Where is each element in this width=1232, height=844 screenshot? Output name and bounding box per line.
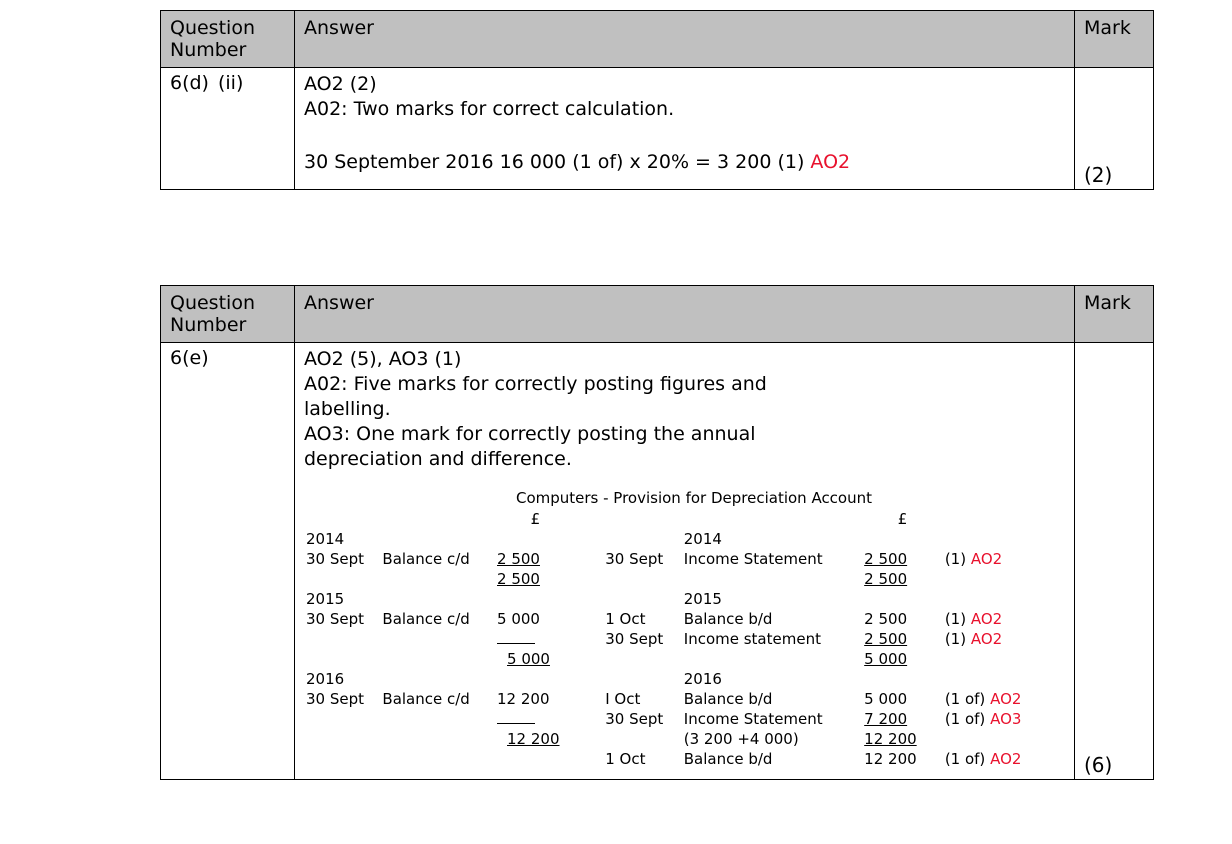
right-date xyxy=(603,669,682,689)
right-amount xyxy=(862,709,943,729)
calculation-line xyxy=(304,150,1066,175)
gap xyxy=(576,749,604,769)
gap xyxy=(576,589,604,609)
right-detail: (3 200 +4 000) xyxy=(683,730,799,748)
table-row xyxy=(161,343,1154,780)
right-date xyxy=(603,529,682,549)
spacer xyxy=(304,136,1066,150)
right-detail: 2014 xyxy=(683,530,722,548)
left-amount: 5 000 xyxy=(497,610,540,628)
ledger-row xyxy=(304,749,1049,769)
right-detail: Income Statement xyxy=(683,710,823,728)
header-mark: Mark xyxy=(1075,11,1154,68)
right-ao xyxy=(943,689,1049,709)
right-amount: 2 500 xyxy=(864,570,908,588)
left-amount: 2 500 xyxy=(497,550,540,568)
right-ao xyxy=(943,609,1049,629)
right-ao xyxy=(943,709,1049,729)
left-date: 2016 xyxy=(306,670,345,688)
question-number: 6(e) xyxy=(170,347,209,369)
calculation-text: 30 September 2016 16 000 (1 of) x 20% = 3 200 (1) xyxy=(304,151,805,173)
left-detail xyxy=(380,629,495,649)
left-amount: 12 200 xyxy=(507,730,560,748)
ledger-currency-row xyxy=(304,509,1049,529)
table-row xyxy=(161,68,1154,190)
mark-award: (1) xyxy=(944,550,967,568)
left-date: 30 Sept xyxy=(306,550,365,568)
left-detail xyxy=(380,569,495,589)
right-ao xyxy=(943,589,1049,609)
left-detail: Balance c/d xyxy=(382,550,470,568)
ao-tag: AO2 xyxy=(970,610,1003,628)
right-date: 30 Sept xyxy=(605,630,664,648)
right-amount-value: 2 500 xyxy=(864,550,908,568)
left-date xyxy=(304,629,380,649)
right-date: 30 Sept xyxy=(605,550,664,568)
ao-line: AO2 (5), AO3 (1) xyxy=(304,348,462,370)
rule-line xyxy=(497,712,535,724)
blank-cell xyxy=(380,509,495,529)
right-amount: 12 200 xyxy=(864,750,917,768)
right-amount: 5 000 xyxy=(864,650,908,668)
ao-tag: AO3 xyxy=(990,710,1022,728)
left-date xyxy=(304,649,380,669)
right-ao xyxy=(943,529,1049,549)
ledger-row xyxy=(304,569,1049,589)
left-date: 30 Sept xyxy=(306,610,365,628)
left-date xyxy=(304,729,380,749)
right-amount: 2 500 xyxy=(864,610,908,628)
question-6d-ii-table xyxy=(160,10,1154,190)
right-amount: 12 200 xyxy=(864,730,917,748)
mark-award: (1) xyxy=(944,610,967,628)
gap xyxy=(576,609,604,629)
left-detail xyxy=(380,649,495,669)
left-detail: Balance c/d xyxy=(382,610,470,628)
ao-tag: AO2 xyxy=(970,550,1003,568)
left-amount xyxy=(495,589,576,609)
left-amount: 12 200 xyxy=(497,690,550,708)
ao-line: AO2 (2) xyxy=(304,73,377,95)
right-detail: Balance b/d xyxy=(683,690,773,708)
right-amount-value: 7 200 xyxy=(864,710,908,728)
left-detail xyxy=(380,529,495,549)
left-date: 2014 xyxy=(306,530,345,548)
left-detail xyxy=(380,589,495,609)
left-date: 30 Sept xyxy=(306,690,365,708)
right-ao xyxy=(943,669,1049,689)
mark-award: (1 of) xyxy=(944,710,986,728)
header-answer: Answer xyxy=(295,286,1075,343)
ao-line: A02: Five marks for correctly posting figures and xyxy=(304,373,767,395)
right-date xyxy=(603,729,682,749)
right-date: 1 Oct xyxy=(605,610,646,628)
question-6e-table xyxy=(160,285,1154,780)
left-amount xyxy=(495,669,576,689)
ledger-row xyxy=(304,589,1049,609)
ledger-row xyxy=(304,669,1049,689)
ledger-row xyxy=(304,689,1049,709)
ledger-row xyxy=(304,629,1049,649)
right-ao xyxy=(943,749,1049,769)
right-detail: 2016 xyxy=(683,670,722,688)
right-detail xyxy=(682,569,862,589)
currency-left: £ xyxy=(530,510,541,528)
mark-total: (6) xyxy=(1084,753,1113,777)
gap xyxy=(576,689,604,709)
ledger-row xyxy=(304,649,1049,669)
left-date xyxy=(304,709,380,729)
gap xyxy=(576,729,604,749)
left-amount xyxy=(495,709,576,729)
right-amount xyxy=(862,629,943,649)
blank-cell xyxy=(682,509,862,529)
gap xyxy=(576,629,604,649)
right-date: 30 Sept xyxy=(605,710,664,728)
ao-line: labelling. xyxy=(304,398,391,420)
right-detail: 2015 xyxy=(683,590,722,608)
mark-award: (1 of) xyxy=(944,690,986,708)
header-question-number: Question Number xyxy=(161,11,295,68)
right-amount xyxy=(862,549,943,569)
right-amount: 5 000 xyxy=(864,690,908,708)
question-number-cell xyxy=(161,343,295,780)
right-date xyxy=(603,589,682,609)
left-amount: 2 500 xyxy=(497,570,540,588)
ao-tag: AO2 xyxy=(990,690,1022,708)
left-detail: Balance c/d xyxy=(382,690,470,708)
left-detail xyxy=(380,749,495,769)
right-date xyxy=(603,569,682,589)
gap xyxy=(576,649,604,669)
left-amount xyxy=(495,749,576,769)
right-ao xyxy=(943,729,1049,749)
blank-cell xyxy=(603,509,682,529)
mark-award: (1 of) xyxy=(944,750,986,768)
table-header-row xyxy=(161,286,1154,343)
right-amount xyxy=(862,669,943,689)
left-amount: 5 000 xyxy=(507,650,550,668)
gap xyxy=(576,569,604,589)
mark-cell xyxy=(1075,68,1154,190)
left-amount xyxy=(495,629,576,649)
left-date xyxy=(304,749,380,769)
rule-line xyxy=(497,632,535,644)
header-question-number: Question Number xyxy=(161,286,295,343)
right-amount xyxy=(862,589,943,609)
left-detail xyxy=(380,669,495,689)
ledger-row xyxy=(304,709,1049,729)
left-date xyxy=(304,569,380,589)
gap xyxy=(576,529,604,549)
right-ao xyxy=(943,569,1049,589)
ledger-row xyxy=(304,609,1049,629)
currency-right: £ xyxy=(897,510,908,528)
spacer xyxy=(304,769,1066,775)
right-ao xyxy=(943,649,1049,669)
question-number: 6(d) xyxy=(170,72,209,94)
ledger-row xyxy=(304,729,1049,749)
ledger-row xyxy=(304,529,1049,549)
ledger-row xyxy=(304,549,1049,569)
ao-line: AO3: One mark for correctly posting the annual xyxy=(304,423,756,445)
header-answer: Answer xyxy=(295,11,1075,68)
right-ao xyxy=(943,549,1049,569)
ao-tag: AO2 xyxy=(990,750,1022,768)
left-amount xyxy=(495,529,576,549)
answer-cell xyxy=(295,68,1075,190)
ao-tag: AO2 xyxy=(970,630,1003,648)
spacer xyxy=(304,122,1066,136)
ledger-title: Computers - Provision for Depreciation Account xyxy=(515,489,873,507)
blank-cell xyxy=(576,509,604,529)
question-number-cell xyxy=(161,68,295,190)
table-header-row xyxy=(161,11,1154,68)
gap xyxy=(576,669,604,689)
gap xyxy=(576,549,604,569)
mark-award: (1) xyxy=(944,630,967,648)
right-date xyxy=(603,649,682,669)
left-date: 2015 xyxy=(306,590,345,608)
gap xyxy=(576,709,604,729)
right-detail xyxy=(682,649,862,669)
right-date: I Oct xyxy=(605,690,641,708)
blank-cell xyxy=(304,509,380,529)
ao-tag: AO2 xyxy=(810,151,851,173)
header-mark: Mark xyxy=(1075,286,1154,343)
ao-line: A02: Two marks for correct calculation. xyxy=(304,98,675,120)
right-amount-value: 2 500 xyxy=(864,630,908,648)
ledger-table xyxy=(304,509,1049,769)
mark-cell xyxy=(1075,343,1154,780)
left-detail xyxy=(380,729,495,749)
mark-total: (2) xyxy=(1084,163,1113,187)
right-detail: Income statement xyxy=(683,630,821,648)
left-detail xyxy=(380,709,495,729)
right-ao xyxy=(943,629,1049,649)
right-detail: Balance b/d xyxy=(683,610,773,628)
depreciation-ledger-account xyxy=(304,488,1066,769)
answer-cell xyxy=(295,343,1075,780)
right-detail: Income Statement xyxy=(683,550,823,568)
spacer xyxy=(304,175,1066,185)
right-date: 1 Oct xyxy=(605,750,646,768)
right-amount xyxy=(862,529,943,549)
question-sub-part: (ii) xyxy=(217,72,244,94)
blank-cell xyxy=(943,509,1049,529)
right-detail: Balance b/d xyxy=(683,750,773,768)
ao-line: depreciation and difference. xyxy=(304,448,572,470)
